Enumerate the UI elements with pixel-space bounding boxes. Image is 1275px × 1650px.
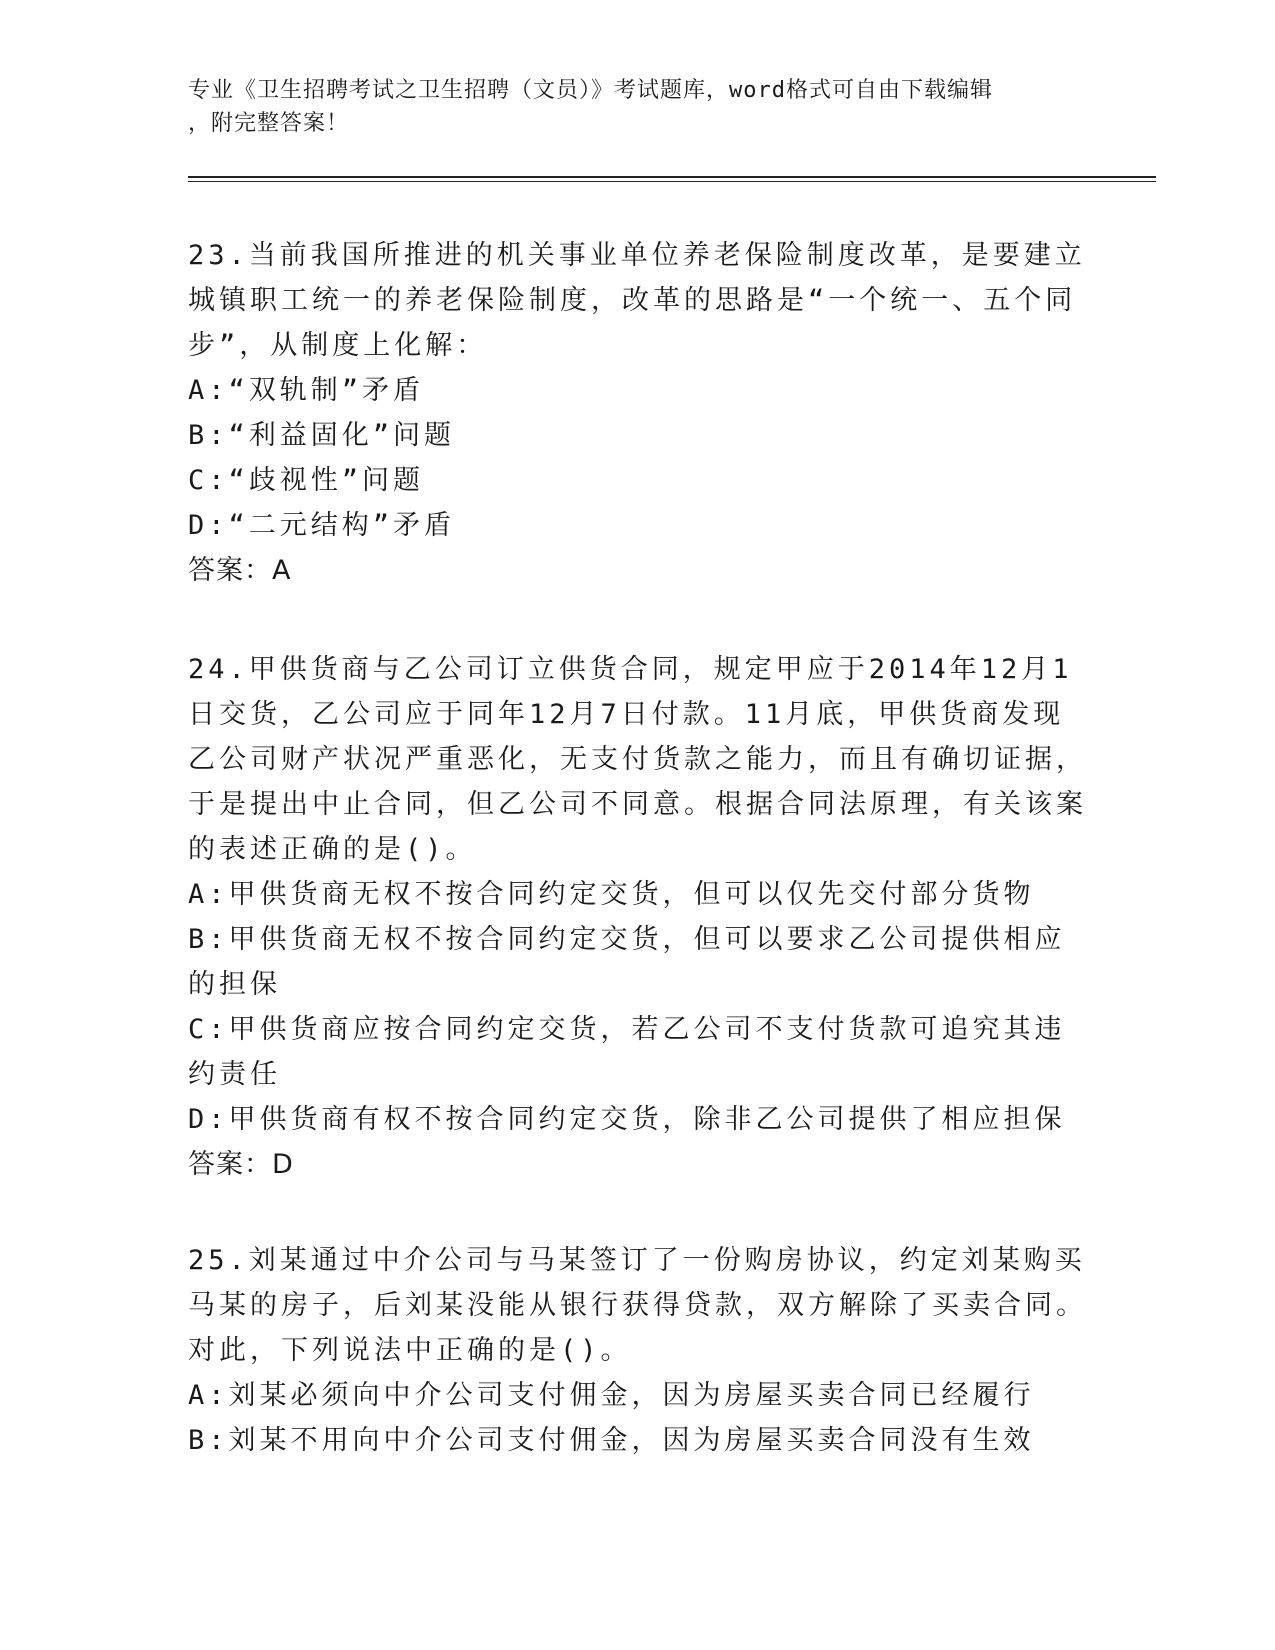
option-a: A:“双轨制”矛盾	[188, 375, 425, 406]
question-stem: 23.当前我国所推进的机关事业单位养老保险制度改革，是要建立城镇职工统一的养老保险制度，改革的思路是“一个统一、五个同步”，从制度上化解：	[188, 240, 1086, 361]
question-24	[188, 647, 1088, 1187]
header-divider	[188, 176, 1156, 178]
question-stem: 25.刘某通过中介公司与马某签订了一份购房协议，约定刘某购买马某的房子，后刘某没能从银行获得贷款，双方解除了买卖合同。对此，下列说法中正确的是()。	[188, 1245, 1087, 1366]
option-b: B:“利益固化”问题	[188, 420, 456, 451]
option-c: C:甲供货商应按合同约定交货，若乙公司不支付货款可追究其违约责任	[188, 1014, 1066, 1090]
option-b: B:刘某不用向中介公司支付佣金，因为房屋买卖合同没有生效	[188, 1425, 1035, 1456]
question-stem: 24.甲供货商与乙公司订立供货合同，规定甲应于2014年12月1日交货，乙公司应于同年12月7日付款。11月底，甲供货商发现乙公司财产状况严重恶化，无支付货款之能力，而且有确切证据，于是提出中止合同，但乙公司不同意。根据合同法原理，有关该案的表述正确的是()。	[188, 654, 1087, 865]
header-line-1: 专业《卫生招聘考试之卫生招聘（文员）》考试题库，word格式可自由下载编辑	[188, 78, 993, 103]
option-d: D:“二元结构”矛盾	[188, 510, 456, 541]
option-a: A:甲供货商无权不按合同约定交货，但可以仅先交付部分货物	[188, 879, 1035, 910]
answer: 答案：D	[188, 1149, 294, 1180]
document-header	[188, 74, 1088, 140]
option-b: B:甲供货商无权不按合同约定交货，但可以要求乙公司提供相应的担保	[188, 924, 1066, 1000]
header-line-2: ，附完整答案！	[188, 111, 350, 136]
option-c: C:“歧视性”问题	[188, 465, 425, 496]
option-a: A:刘某必须向中介公司支付佣金，因为房屋买卖合同已经履行	[188, 1380, 1035, 1411]
question-25	[188, 1238, 1088, 1463]
header-divider-thin	[188, 181, 1156, 182]
question-23	[188, 233, 1088, 593]
answer: 答案：A	[188, 555, 292, 586]
option-d: D:甲供货商有权不按合同约定交货，除非乙公司提供了相应担保	[188, 1104, 1066, 1135]
